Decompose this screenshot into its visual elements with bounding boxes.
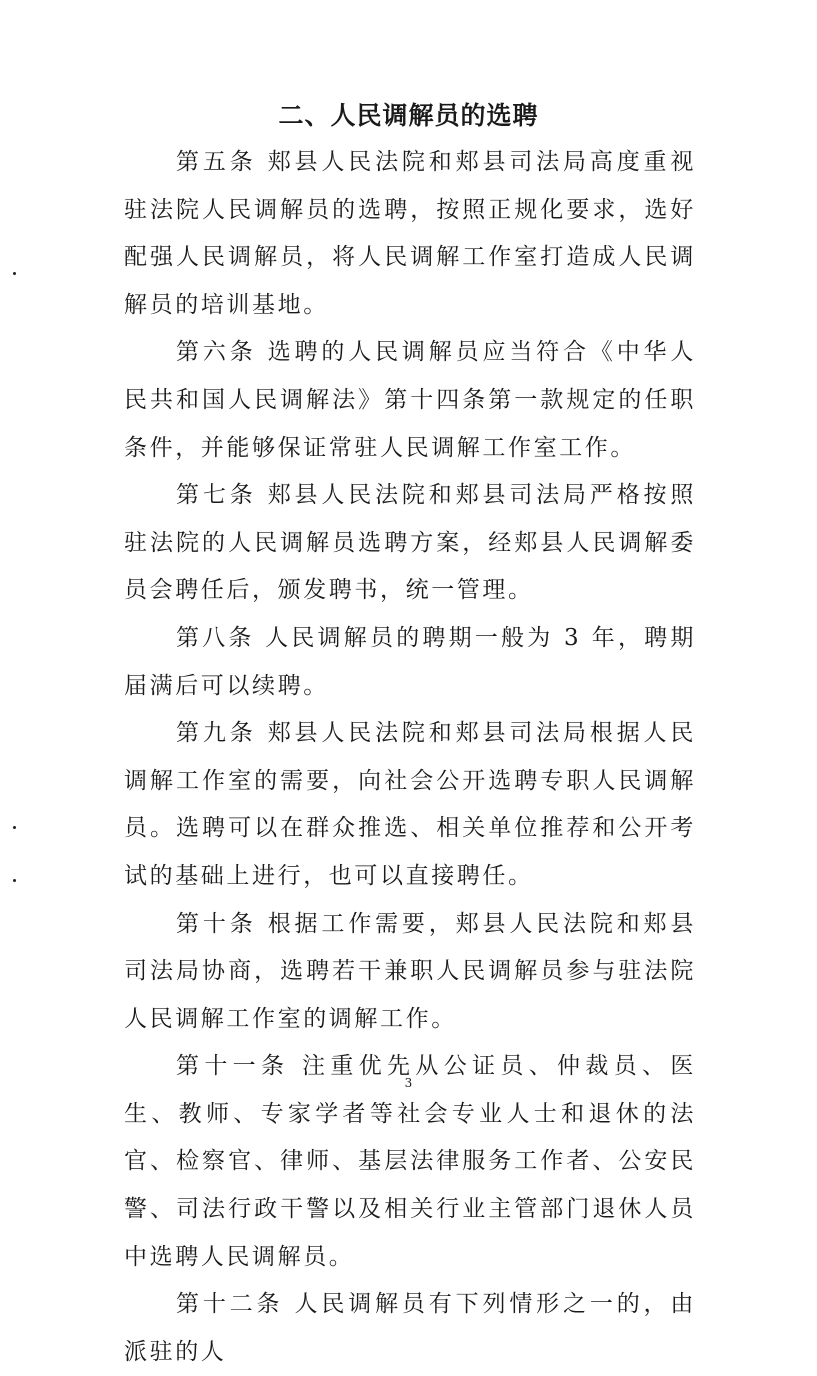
page-number: 3 xyxy=(404,1076,413,1090)
scan-speck xyxy=(13,272,16,275)
paragraph-article-10: 第十条 根据工作需要，郏县人民法院和郏县司法局协商，选聘若干兼职人民调解员参与驻法院人民调解工作室的调解工作。 xyxy=(124,910,696,1032)
paragraph-article-8: 第八条 人民调解员的聘期一般为 3 年，聘期届满后可以续聘。 xyxy=(124,624,696,699)
paragraph-article-5: 第五条 郏县人民法院和郏县司法局高度重视驻法院人民调解员的选聘，按照正规化要求，选好配强人民调解员，将人民调解工作室打造成人民调解员的培训基地。 xyxy=(124,149,696,318)
paragraph-article-11: 第十一条 注重优先从公证员、仲裁员、医生、教师、专家学者等社会专业人士和退休的法官、检察官、律师、基层法律服务工作者、公安民警、司法行政干警以及相关行业主管部门退休人员中选聘人民调解员。 xyxy=(124,1053,696,1270)
document-body xyxy=(124,139,696,1376)
paragraph-article-7: 第七条 郏县人民法院和郏县司法局严格按照驻法院的人民调解员选聘方案，经郏县人民调解委员会聘任后，颁发聘书，统一管理。 xyxy=(124,482,696,604)
paragraph-article-9: 第九条 郏县人民法院和郏县司法局根据人民调解工作室的需要，向社会公开选聘专职人民调解员。选聘可以在群众推选、相关单位推荐和公开考试的基础上进行，也可以直接聘任。 xyxy=(124,720,696,889)
paragraph-article-12: 第十二条 人民调解员有下列情形之一的，由派驻的人 xyxy=(124,1291,696,1365)
scan-speck xyxy=(13,879,16,882)
section-title: 二、人民调解员的选聘 xyxy=(278,101,539,130)
scan-speck xyxy=(13,826,16,829)
paragraph-article-6: 第六条 选聘的人民调解员应当符合《中华人民共和国人民调解法》第十四条第一款规定的任职条件，并能够保证常驻人民调解工作室工作。 xyxy=(124,339,696,461)
